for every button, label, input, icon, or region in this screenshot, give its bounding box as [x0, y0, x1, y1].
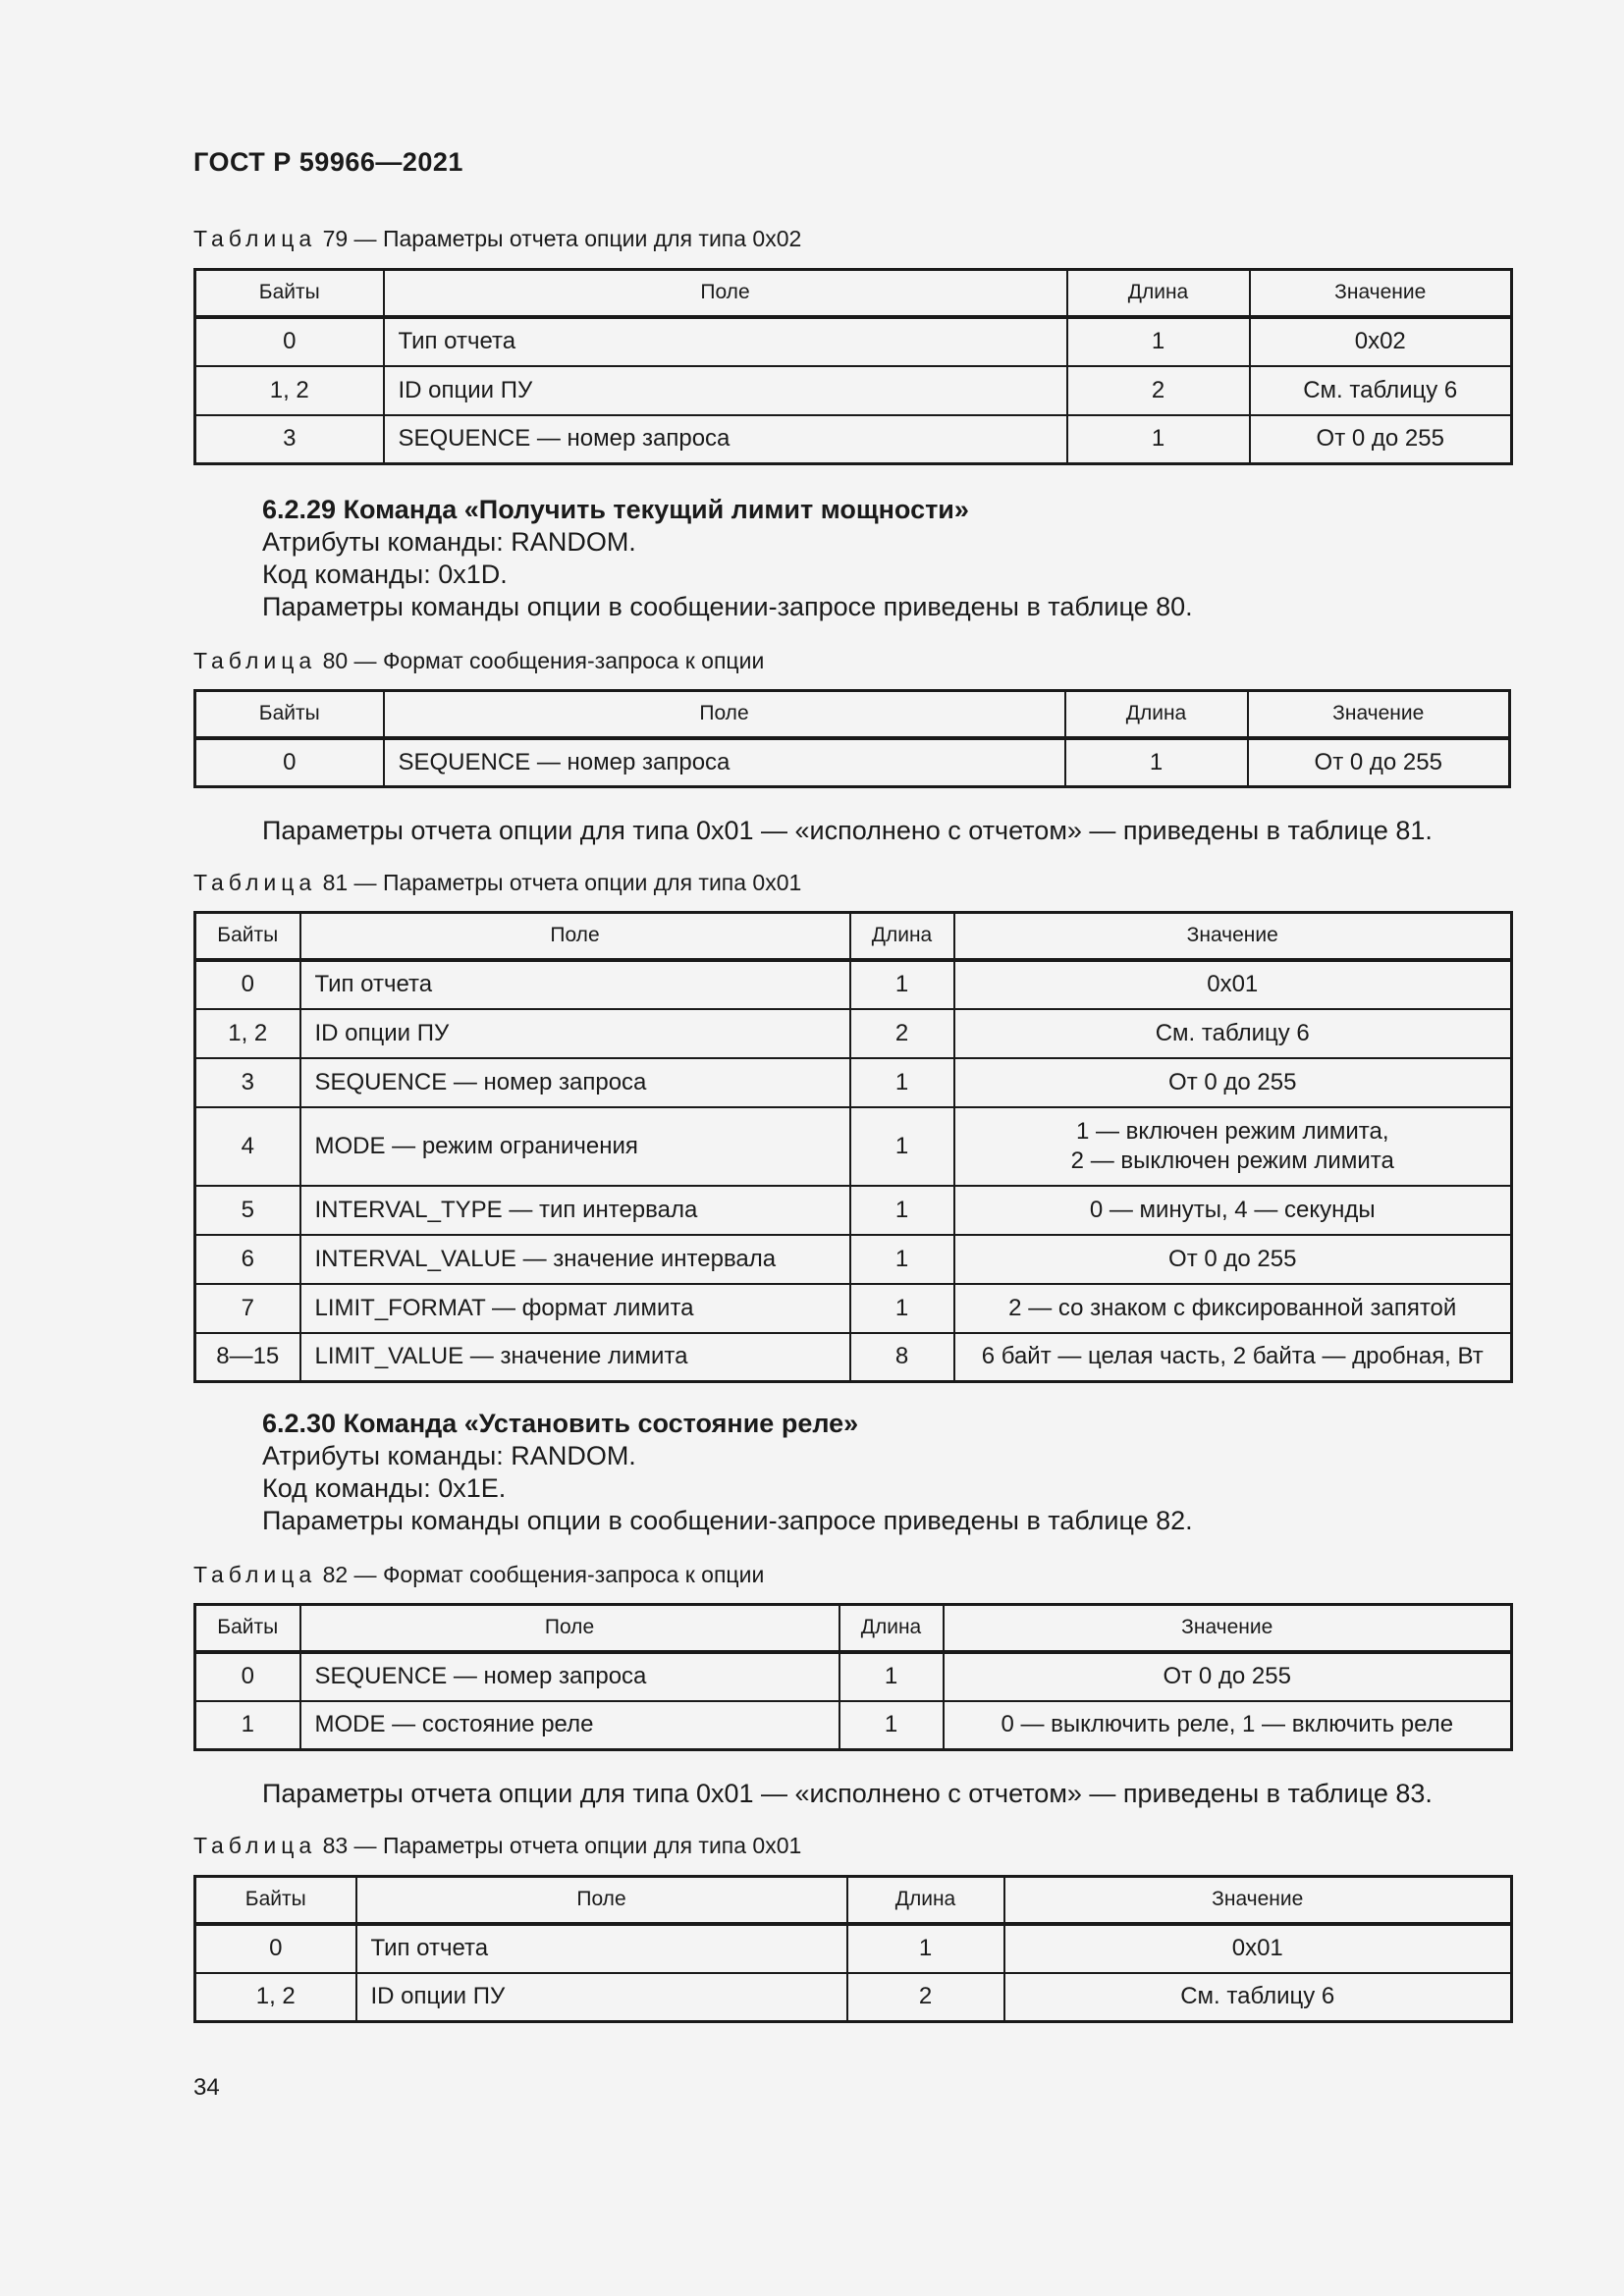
table-82: [193, 1603, 1513, 1751]
caption-text: 80 — Формат сообщения-запроса к опции: [322, 648, 765, 673]
cell-value: [954, 1107, 1512, 1186]
section-line: Атрибуты команды: RANDOM.: [262, 527, 636, 557]
column-header: Длина: [847, 1877, 1004, 1924]
table-row: [195, 1235, 1512, 1284]
cell-bytes: 6: [195, 1235, 300, 1284]
column-header: Длина: [1067, 270, 1250, 317]
column-header: Поле: [300, 913, 850, 960]
column-header: Значение: [944, 1605, 1512, 1652]
cell-value: 6 байт — целая часть, 2 байта — дробная, Вт: [954, 1333, 1512, 1382]
table-row: [195, 738, 1510, 787]
section-line: Код команды: 0x1D.: [262, 560, 508, 589]
section-title: 6.2.30 Команда «Установить состояние реле»: [262, 1409, 859, 1438]
caption-text: 81 — Параметры отчета опции для типа 0x01: [322, 870, 802, 895]
section-line: Параметры команды опции в сообщении-запросе приведены в таблице 82.: [262, 1506, 1193, 1535]
section-line: Атрибуты команды: RANDOM.: [262, 1441, 636, 1470]
cell-field: SEQUENCE — номер запроса: [384, 738, 1065, 787]
section-6-2-29: [262, 494, 1193, 623]
cell-length: 1: [850, 1284, 954, 1333]
cell-field: SEQUENCE — номер запроса: [384, 415, 1067, 464]
cell-field: Тип отчета: [356, 1924, 847, 1973]
cell-field: ID опции ПУ: [384, 366, 1067, 415]
table-row: [195, 1333, 1512, 1382]
caption-text: 79 — Параметры отчета опции для типа 0x02: [322, 226, 802, 251]
cell-field: SEQUENCE — номер запроса: [300, 1652, 839, 1701]
page-number: 34: [193, 2074, 220, 2101]
column-header: Длина: [1065, 691, 1248, 738]
cell-value: 0 — выключить реле, 1 — включить реле: [944, 1701, 1512, 1750]
cell-value: От 0 до 255: [1248, 738, 1510, 787]
caption-word: Таблица: [193, 226, 317, 251]
column-header: Байты: [195, 913, 300, 960]
cell-field: INTERVAL_TYPE — тип интервала: [300, 1186, 850, 1235]
section-line: Код команды: 0x1E.: [262, 1473, 507, 1503]
column-header: Поле: [356, 1877, 847, 1924]
cell-value: 0x01: [1004, 1924, 1512, 1973]
cell-length: 2: [850, 1009, 954, 1058]
caption-text: 82 — Формат сообщения-запроса к опции: [322, 1562, 765, 1587]
cell-length: 1: [850, 1186, 954, 1235]
cell-value: От 0 до 255: [944, 1652, 1512, 1701]
cell-value: От 0 до 255: [1250, 415, 1512, 464]
cell-length: 1: [1067, 415, 1250, 464]
column-header: Поле: [384, 691, 1065, 738]
cell-field: MODE — состояние реле: [300, 1701, 839, 1750]
cell-bytes: 3: [195, 1058, 300, 1107]
cell-length: 1: [847, 1924, 1004, 1973]
cell-value: 0x01: [954, 960, 1512, 1009]
table-row: [195, 415, 1512, 464]
table-81-caption: [193, 870, 801, 896]
table-81: [193, 911, 1513, 1383]
table-row: [195, 1186, 1512, 1235]
cell-field: MODE — режим ограничения: [300, 1107, 850, 1186]
cell-value: 0 — минуты, 4 — секунды: [954, 1186, 1512, 1235]
table-row: [195, 960, 1512, 1009]
cell-value: 0x02: [1250, 317, 1512, 366]
column-header: Значение: [954, 913, 1512, 960]
cell-length: 1: [1065, 738, 1248, 787]
cell-bytes: 1, 2: [195, 366, 384, 415]
cell-bytes: 0: [195, 960, 300, 1009]
cell-length: 1: [850, 1235, 954, 1284]
caption-text: 83 — Параметры отчета опции для типа 0x01: [322, 1833, 802, 1858]
cell-field: LIMIT_VALUE — значение лимита: [300, 1333, 850, 1382]
cell-value-line: 2 — выключен режим лимита: [1070, 1147, 1394, 1174]
paragraph-table-81-ref: Параметры отчета опции для типа 0x01 — «исполнено с отчетом» — приведены в таблице 81.: [262, 816, 1433, 845]
section-title: 6.2.29 Команда «Получить текущий лимит мощности»: [262, 495, 969, 524]
table-row: [195, 1009, 1512, 1058]
cell-length: 2: [1067, 366, 1250, 415]
cell-value: От 0 до 255: [954, 1235, 1512, 1284]
cell-length: 1: [850, 960, 954, 1009]
caption-word: Таблица: [193, 870, 317, 895]
column-header: Байты: [195, 1877, 356, 1924]
paragraph-table-83-ref: Параметры отчета опции для типа 0x01 — «исполнено с отчетом» — приведены в таблице 83.: [262, 1779, 1433, 1808]
table-row: [195, 1924, 1512, 1973]
section-line: Параметры команды опции в сообщении-запросе приведены в таблице 80.: [262, 592, 1193, 621]
cell-bytes: 8—15: [195, 1333, 300, 1382]
cell-field: SEQUENCE — номер запроса: [300, 1058, 850, 1107]
table-row: [195, 1107, 1512, 1186]
cell-field: Тип отчета: [300, 960, 850, 1009]
table-83-caption: [193, 1833, 801, 1859]
cell-field: ID опции ПУ: [356, 1973, 847, 2022]
cell-bytes: 4: [195, 1107, 300, 1186]
cell-field: ID опции ПУ: [300, 1009, 850, 1058]
cell-field: INTERVAL_VALUE — значение интервала: [300, 1235, 850, 1284]
cell-length: 1: [1067, 317, 1250, 366]
caption-word: Таблица: [193, 648, 317, 673]
table-row: [195, 1058, 1512, 1107]
cell-bytes: 0: [195, 317, 384, 366]
cell-bytes: 5: [195, 1186, 300, 1235]
cell-bytes: 7: [195, 1284, 300, 1333]
cell-value: См. таблицу 6: [1250, 366, 1512, 415]
cell-field: LIMIT_FORMAT — формат лимита: [300, 1284, 850, 1333]
table-80: [193, 689, 1511, 788]
cell-length: 8: [850, 1333, 954, 1382]
table-82-caption: [193, 1562, 764, 1588]
table-row: [195, 1652, 1512, 1701]
caption-word: Таблица: [193, 1833, 317, 1858]
table-83: [193, 1875, 1513, 2023]
table-row: [195, 1701, 1512, 1750]
column-header: Длина: [839, 1605, 944, 1652]
cell-length: 2: [847, 1973, 1004, 2022]
column-header: Поле: [300, 1605, 839, 1652]
column-header: Значение: [1250, 270, 1512, 317]
cell-bytes: 0: [195, 1924, 356, 1973]
document-header: ГОСТ Р 59966—2021: [193, 147, 463, 177]
cell-bytes: 0: [195, 738, 384, 787]
cell-bytes: 1, 2: [195, 1973, 356, 2022]
column-header: Значение: [1248, 691, 1510, 738]
cell-bytes: 3: [195, 415, 384, 464]
cell-value: См. таблицу 6: [954, 1009, 1512, 1058]
cell-length: 1: [850, 1058, 954, 1107]
cell-value: От 0 до 255: [954, 1058, 1512, 1107]
table-80-caption: [193, 648, 764, 674]
table-row: [195, 317, 1512, 366]
caption-word: Таблица: [193, 1562, 317, 1587]
section-6-2-30: [262, 1408, 1193, 1537]
column-header: Длина: [850, 913, 954, 960]
cell-field: Тип отчета: [384, 317, 1067, 366]
cell-bytes: 1, 2: [195, 1009, 300, 1058]
column-header: Поле: [384, 270, 1067, 317]
column-header: Байты: [195, 691, 384, 738]
table-row: [195, 1284, 1512, 1333]
table-row: [195, 366, 1512, 415]
cell-value: 2 — со знаком с фиксированной запятой: [954, 1284, 1512, 1333]
cell-length: 1: [839, 1701, 944, 1750]
cell-bytes: 0: [195, 1652, 300, 1701]
table-79-caption: [193, 226, 801, 252]
cell-length: 1: [839, 1652, 944, 1701]
cell-value-line: 1 — включен режим лимита,: [1075, 1117, 1389, 1145]
column-header: Значение: [1004, 1877, 1512, 1924]
table-79: [193, 268, 1513, 465]
column-header: Байты: [195, 270, 384, 317]
cell-value: См. таблицу 6: [1004, 1973, 1512, 2022]
cell-bytes: 1: [195, 1701, 300, 1750]
cell-length: 1: [850, 1107, 954, 1186]
table-row: [195, 1973, 1512, 2022]
column-header: Байты: [195, 1605, 300, 1652]
